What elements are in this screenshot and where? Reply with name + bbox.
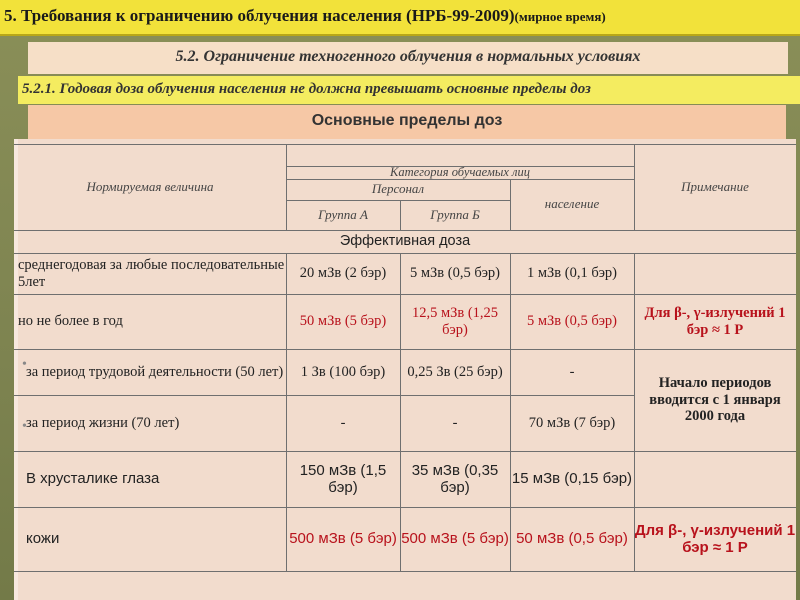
- row-group-b: 500 мЗв (5 бэр): [401, 530, 509, 548]
- slide-title: [4, 6, 606, 26]
- subtitle-1: 5.2. Ограничение техногенного облучения в нормальных условиях: [175, 48, 641, 65]
- row-note: Для β-, γ-излучений 1 бэр ≈ 1 Р: [634, 521, 796, 556]
- grid-line: [14, 571, 796, 572]
- row-label: за период жизни (70 лет): [26, 414, 180, 431]
- row-label: за период трудовой деятельности (50 лет): [26, 363, 284, 380]
- row-population: 15 мЗв (0,15 бэр): [511, 470, 633, 488]
- header-population: население: [544, 196, 600, 212]
- row-group-a: 500 мЗв (5 бэр): [289, 530, 397, 548]
- row-group-b: 5 мЗв (0,5 бэр): [409, 265, 501, 282]
- subtitle-banner-1: [28, 42, 788, 74]
- section-effective-dose: Эффективная доза: [339, 233, 471, 250]
- header-group-a: Группа А: [318, 206, 368, 222]
- row-population: 1 мЗв (0,1 бэр): [526, 265, 618, 282]
- row-note: Для β-, γ-излучений 1 бэр ≈ 1 Р: [644, 304, 786, 338]
- row-group-b: 12,5 мЗв (1,25 бэр): [411, 304, 499, 338]
- bullet-dot: •: [22, 419, 27, 434]
- table-heading-banner: [28, 105, 786, 139]
- row-group-a: 150 мЗв (1,5 бэр): [299, 461, 387, 496]
- header-note: Примечание: [681, 178, 749, 194]
- row-group-a: -: [340, 414, 346, 431]
- slide-title-main: 5. Требования к ограничению облучения населения (НРБ-99-2009): [4, 6, 515, 25]
- row-group-b: 0,25 Зв (25 бэр): [407, 363, 503, 380]
- row-label: среднегодовая за любые последовательные 5лет: [18, 256, 285, 290]
- row-population: -: [569, 363, 575, 380]
- row-group-a: 20 мЗв (2 бэр): [299, 265, 387, 282]
- table-heading: Основные пределы доз: [311, 112, 503, 129]
- row-population: 50 мЗв (0,5 бэр): [516, 530, 628, 548]
- header-group-b: Группа Б: [430, 206, 480, 222]
- header-personnel: Персонал: [371, 181, 425, 197]
- row-population: 70 мЗв (7 бэр): [528, 414, 616, 431]
- row-label: В хрусталике глаза: [26, 470, 160, 488]
- row-population: 5 мЗв (0,5 бэр): [526, 313, 618, 330]
- row-label: кожи: [26, 530, 60, 548]
- row-group-a: 50 мЗв (5 бэр): [299, 313, 387, 330]
- row-note: Начало периодов вводится с 1 января 2000 года: [649, 374, 781, 425]
- row-group-b: -: [452, 414, 458, 431]
- header-category: Категория обучаемых лиц: [390, 165, 530, 180]
- row-group-b: 35 мЗв (0,35 бэр): [411, 461, 499, 496]
- dose-limits-table: [14, 139, 796, 600]
- subtitle-2: 5.2.1. Годовая доза облучения населения не должна превышать основные пределы доз: [22, 81, 591, 97]
- row-label: но не более в год: [18, 313, 123, 330]
- title-bar: [0, 0, 800, 36]
- subtitle-banner-2: [18, 76, 800, 104]
- row-group-a: 1 Зв (100 бэр): [300, 363, 386, 380]
- slide-title-suffix: (мирное время): [514, 9, 606, 24]
- header-quantity: Нормируемая величина: [86, 178, 214, 194]
- bullet-dot: •: [22, 357, 27, 372]
